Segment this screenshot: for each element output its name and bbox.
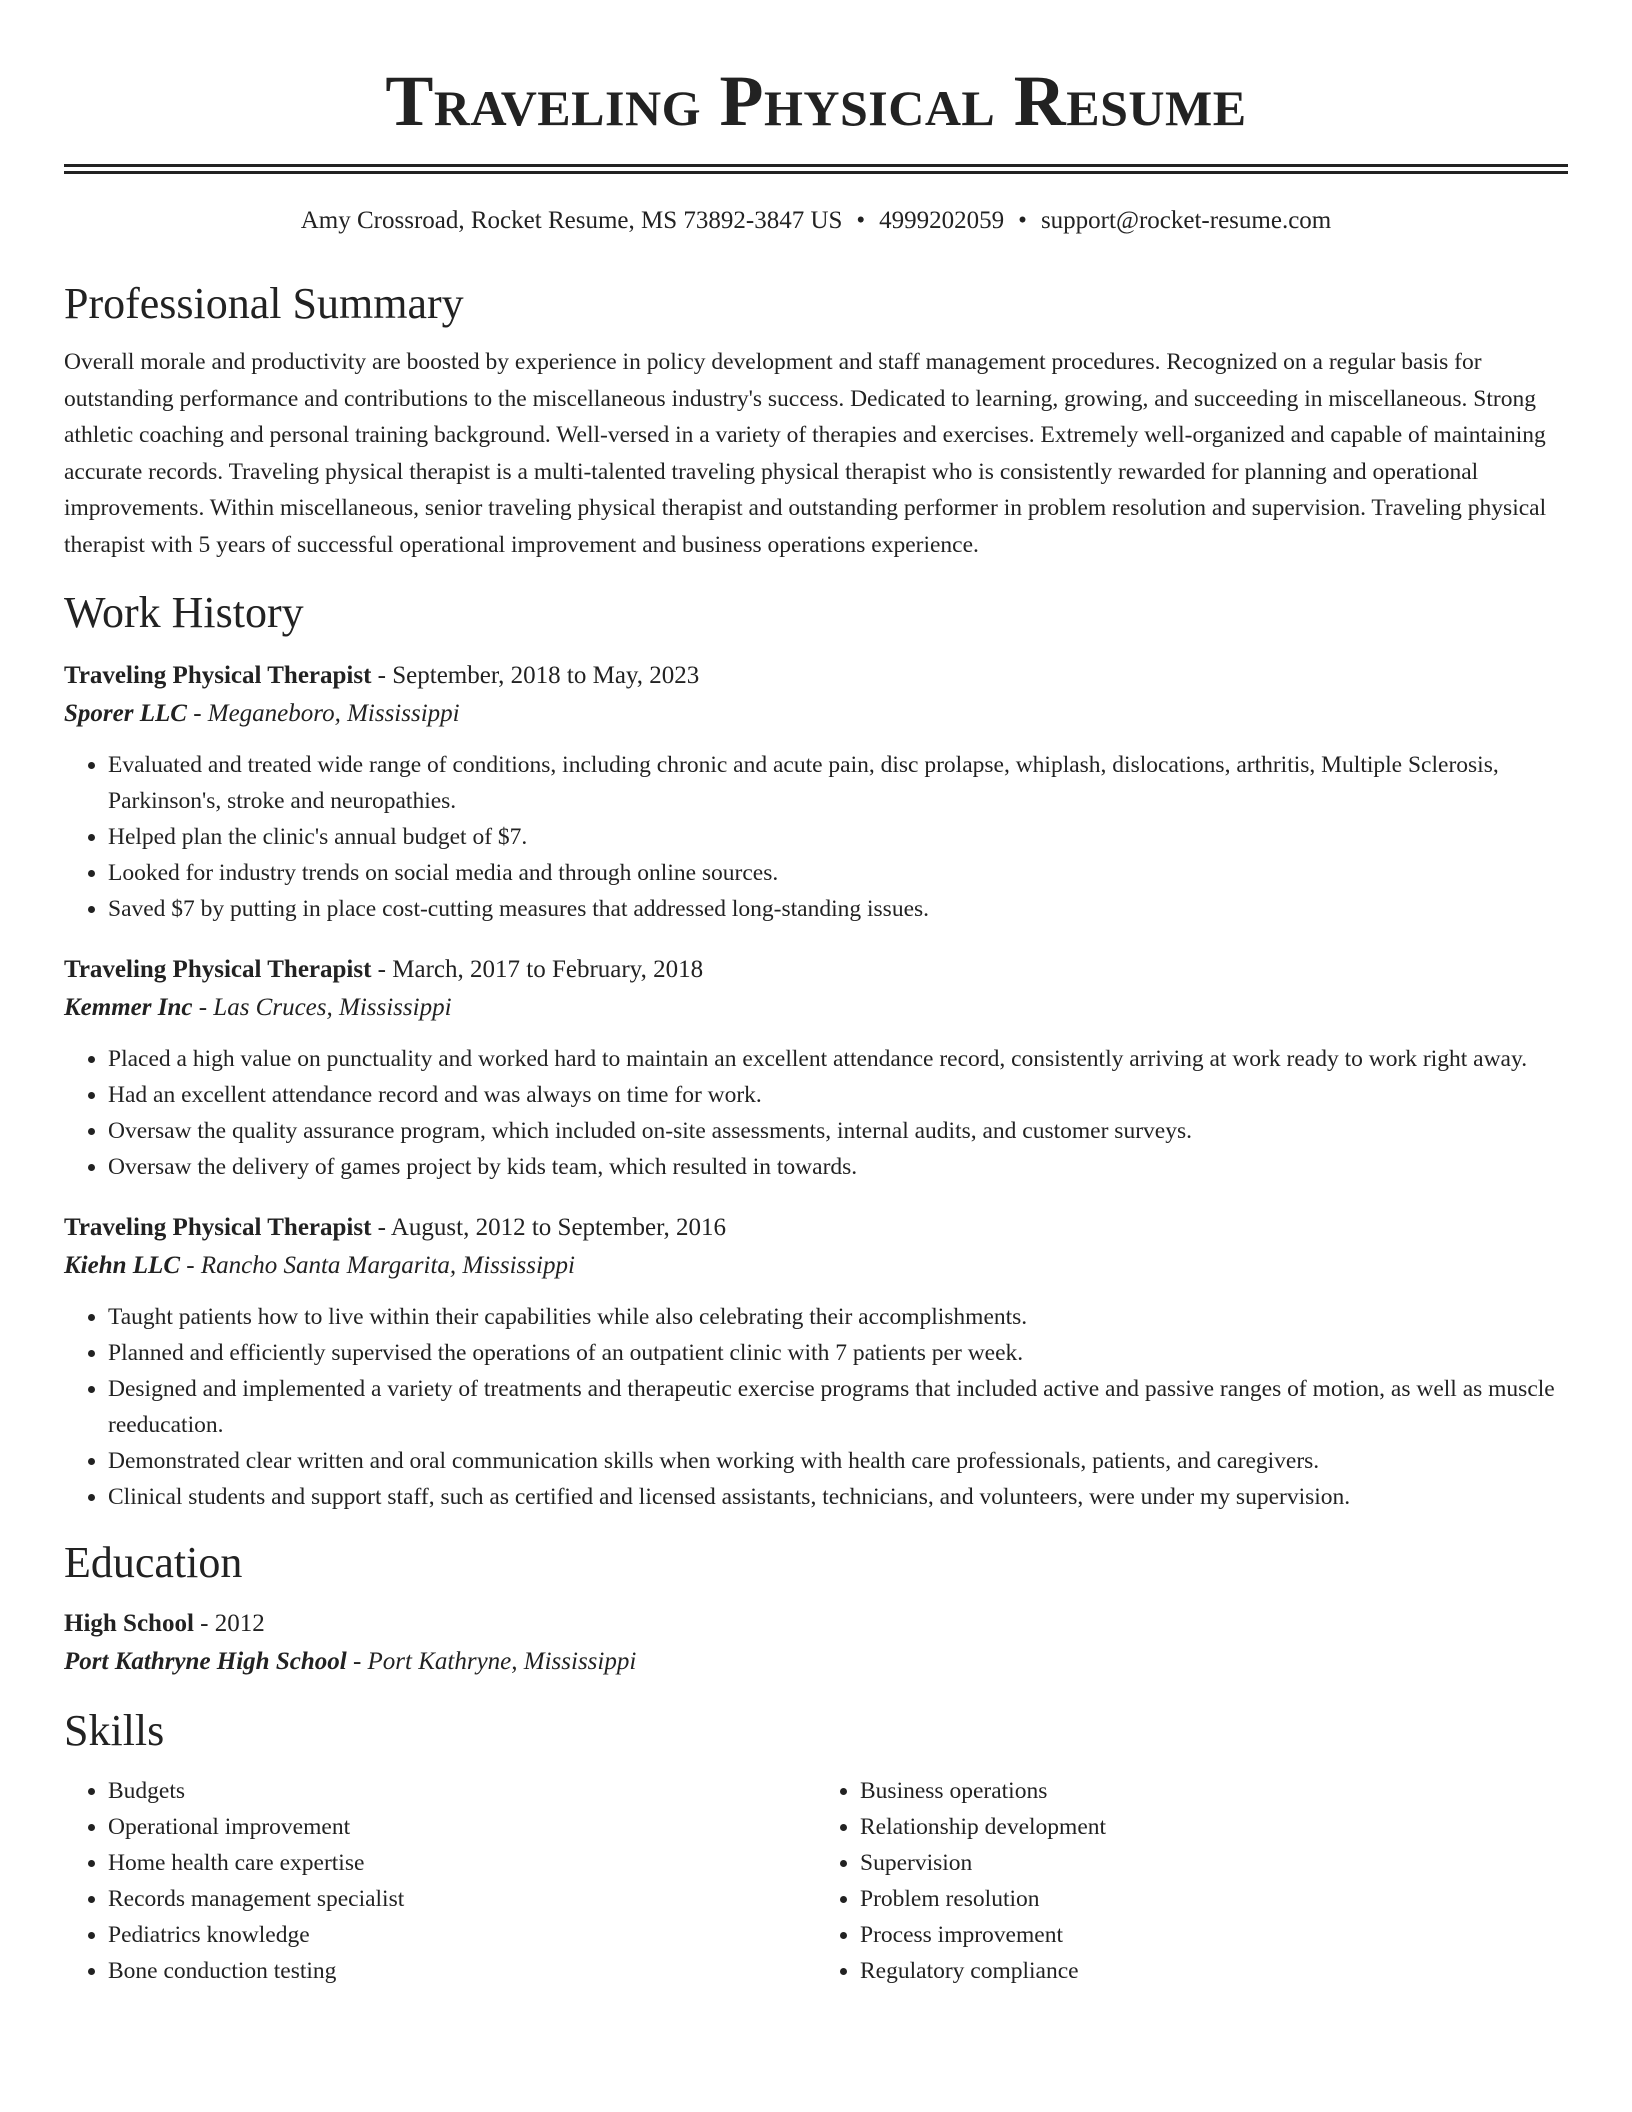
job-company: Kemmer Inc <box>64 994 193 1021</box>
education-school-line <box>64 1643 1568 1681</box>
job-bullet: • Designed and implemented a variety of treatments and therapeutic exercise programs that included active and passive ranges of motion, as well as muscle reeducation. <box>108 1371 1568 1443</box>
skill-item: • Operational improvement <box>108 1809 816 1845</box>
skills-list-left <box>64 1773 816 1989</box>
summary-heading: Professional Summary <box>64 279 464 328</box>
contact-email: support@rocket-resume.com <box>1040 207 1332 234</box>
education-year: - 2012 <box>193 1610 265 1637</box>
skills-grid <box>64 1773 1568 1989</box>
job-company: Sporer LLC <box>64 700 187 727</box>
job-role: Traveling Physical Therapist <box>64 662 372 689</box>
contact-separator: • <box>1018 207 1027 234</box>
job-bullet: • Had an excellent attendance record and was always on time for work. <box>108 1077 1568 1113</box>
job-bullet: • Demonstrated clear written and oral communication skills when working with health care professionals, patients, and caregivers. <box>108 1443 1568 1479</box>
job-entry <box>64 657 1568 927</box>
job-company-line <box>64 1247 1568 1285</box>
skill-item: • Regulatory compliance <box>860 1953 1568 1989</box>
education-entry <box>64 1605 1568 1681</box>
job-bullet: • Looked for industry trends on social media and through online sources. <box>108 855 1568 891</box>
job-title-line <box>64 1209 1568 1247</box>
job-bullets <box>64 1299 1568 1515</box>
job-bullets <box>64 747 1568 927</box>
job-company: Kiehn LLC <box>64 1252 180 1279</box>
job-bullet: • Taught patients how to live within their capabilities while also celebrating their accomplishments. <box>108 1299 1568 1335</box>
skill-item: • Supervision <box>860 1845 1568 1881</box>
contact-address: Amy Crossroad, Rocket Resume, MS 73892-3847 US <box>300 207 843 234</box>
job-bullet: • Saved $7 by putting in place cost-cutting measures that addressed long-standing issues. <box>108 891 1568 927</box>
job-dates: - September, 2018 to May, 2023 <box>371 662 700 689</box>
skill-item: • Pediatrics knowledge <box>108 1917 816 1953</box>
skill-item: • Budgets <box>108 1773 816 1809</box>
job-company-line <box>64 989 1568 1027</box>
job-entry <box>64 1209 1568 1515</box>
job-bullet: • Evaluated and treated wide range of conditions, including chronic and acute pain, disc prolapse, whiplash, dislocations, arthritis, Multiple Sclerosis, Parkinson's, stroke and neuropathies. <box>108 747 1568 819</box>
job-bullet: • Planned and efficiently supervised the operations of an outpatient clinic with 7 patients per week. <box>108 1335 1568 1371</box>
job-bullet: • Oversaw the quality assurance program, which included on-site assessments, internal audits, and customer surveys. <box>108 1113 1568 1149</box>
contact-separator: • <box>856 207 866 234</box>
job-bullet: • Oversaw the delivery of games project by kids team, which resulted in towards. <box>108 1149 1568 1185</box>
job-bullet: • Clinical students and support staff, such as certified and licensed assistants, technicians, and volunteers, were under my supervision. <box>108 1479 1568 1515</box>
job-entry <box>64 951 1568 1185</box>
job-bullets <box>64 1041 1568 1185</box>
job-dates: - March, 2017 to February, 2018 <box>371 956 704 983</box>
education-degree: High School <box>64 1610 194 1637</box>
education-location: - Port Kathryne, Mississippi <box>346 1648 637 1675</box>
contact-line <box>64 204 1568 238</box>
job-title-line <box>64 657 1568 695</box>
summary-text: Overall morale and productivity are boosted by experience in policy development and staff management procedures. Recognized on a regular basis for outstanding performance and contributions to the miscellaneous industry's success. Dedicated to learning, growing, and succeeding in miscellaneous. Strong athletic coaching and personal training background. Well-versed in a variety of therapies and exercises. Extremely well-organized and capable of maintaining accurate records. Traveling physical therapist is a multi-talented traveling physical therapist who is consistently rewarded for planning and operational improvements. Within miscellaneous, senior traveling physical therapist and outstanding performer in problem resolution and supervision. Traveling physical therapist with 5 years of successful operational improvement and business operations experience. <box>64 349 1547 558</box>
skill-item: • Process improvement <box>860 1917 1568 1953</box>
contact-phone: 4999202059 <box>879 207 1005 234</box>
skill-item: • Bone conduction testing <box>108 1953 816 1989</box>
job-bullet: • Helped plan the clinic's annual budget of $7. <box>108 819 1568 855</box>
document-title: Traveling Physical Resume <box>385 61 1247 141</box>
job-dates: - August, 2012 to September, 2016 <box>371 1214 726 1241</box>
job-title-line <box>64 951 1568 989</box>
job-location: - Meganeboro, Mississippi <box>186 700 460 727</box>
job-role: Traveling Physical Therapist <box>64 1214 372 1241</box>
skill-item: • Business operations <box>860 1773 1568 1809</box>
work-history-heading: Work History <box>64 588 304 637</box>
education-heading: Education <box>64 1538 243 1587</box>
title-double-rule <box>64 164 1568 174</box>
skill-item: • Records management specialist <box>108 1881 816 1917</box>
education-degree-line <box>64 1605 1568 1643</box>
skill-item: • Relationship development <box>860 1809 1568 1845</box>
skills-list-right <box>816 1773 1568 1989</box>
job-location: - Las Cruces, Mississippi <box>192 994 452 1021</box>
skill-item: • Home health care expertise <box>108 1845 816 1881</box>
skill-item: • Problem resolution <box>860 1881 1568 1917</box>
job-role: Traveling Physical Therapist <box>64 956 372 983</box>
skills-column-right <box>816 1773 1568 1989</box>
skills-column-left <box>64 1773 816 1989</box>
education-school: Port Kathryne High School <box>64 1648 347 1675</box>
job-bullet: • Placed a high value on punctuality and worked hard to maintain an excellent attendance record, consistently arriving at work ready to work right away. <box>108 1041 1568 1077</box>
job-company-line <box>64 695 1568 733</box>
skills-heading: Skills <box>64 1706 165 1755</box>
job-location: - Rancho Santa Margarita, Mississippi <box>180 1252 575 1279</box>
